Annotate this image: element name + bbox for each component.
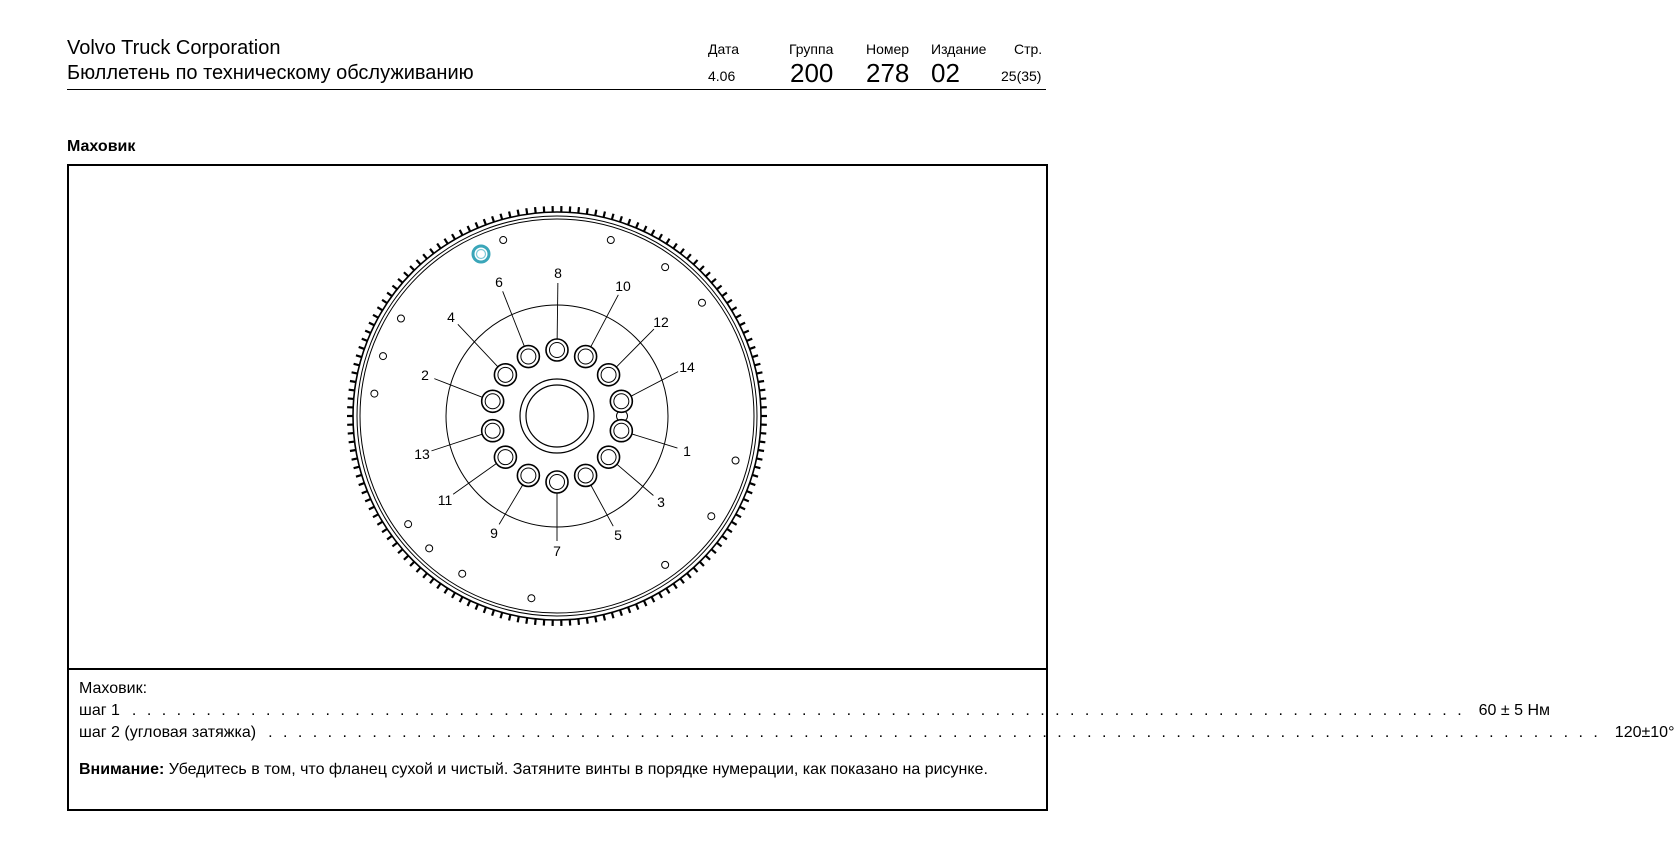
gear-tooth	[694, 568, 698, 572]
gear-tooth	[666, 588, 669, 593]
rim-hole	[528, 595, 535, 602]
gear-tooth	[377, 307, 382, 310]
bolt-leader-line	[631, 372, 678, 397]
gear-tooth	[604, 212, 605, 218]
gear-tooth	[509, 615, 510, 621]
gear-tooth	[711, 279, 716, 283]
gear-tooth	[410, 562, 414, 566]
rim-hole	[380, 353, 387, 360]
gear-tooth	[404, 556, 408, 560]
gear-tooth	[476, 604, 478, 610]
gear-tooth	[410, 266, 414, 270]
bolt-label-10: 10	[615, 278, 631, 294]
company-name: Volvo Truck Corporation	[67, 37, 281, 59]
gear-tooth	[717, 286, 722, 290]
gear-tooth	[659, 234, 662, 239]
gear-tooth	[359, 347, 365, 349]
gear-tooth	[687, 573, 691, 578]
gear-tooth	[636, 604, 638, 610]
gear-tooth	[484, 607, 486, 613]
gear-tooth	[750, 483, 756, 485]
gear-tooth	[349, 390, 355, 391]
gear-tooth	[354, 364, 360, 365]
gear-tooth	[509, 212, 510, 218]
gear-tooth	[757, 372, 763, 373]
gear-tooth	[444, 239, 447, 244]
gear-tooth	[387, 293, 392, 297]
bolt-label-9: 9	[490, 525, 498, 541]
gear-tooth	[612, 214, 614, 220]
step1-value: 60 ± 5 Нм	[1478, 702, 1551, 719]
gear-tooth	[392, 543, 397, 547]
gear-tooth	[484, 219, 486, 225]
gear-tooth	[350, 381, 356, 382]
gear-tooth	[673, 584, 676, 589]
bolt-label-1: 1	[683, 443, 691, 459]
bolt-leader-line	[453, 464, 496, 495]
gear-tooth	[652, 597, 655, 602]
bolt-leader-line	[434, 379, 482, 398]
gear-tooth	[659, 593, 662, 598]
gear-tooth	[694, 260, 698, 264]
notes-heading: Маховик:	[79, 680, 148, 697]
hub-bore-outer	[520, 379, 594, 453]
date-value: 4.06	[708, 68, 736, 84]
gear-tooth	[760, 398, 766, 399]
gear-tooth	[359, 483, 365, 485]
gear-tooth	[452, 234, 455, 239]
gear-tooth	[673, 244, 676, 249]
number-value: 278	[866, 58, 910, 88]
gear-tooth	[736, 514, 741, 517]
rim-hole	[732, 457, 739, 464]
gear-tooth	[362, 339, 368, 341]
gear-tooth	[760, 433, 766, 434]
gear-tooth	[620, 216, 622, 222]
gear-tooth	[468, 226, 471, 231]
gear-tooth	[727, 300, 732, 303]
gear-tooth	[759, 390, 765, 391]
gear-tooth	[430, 578, 434, 583]
step2-label: шаг 2 (угловая затяжка)	[79, 724, 257, 741]
gear-tooth	[752, 355, 758, 357]
rim-hole	[500, 237, 507, 244]
gear-tooth	[736, 315, 741, 318]
bolt-label-12: 12	[653, 314, 669, 330]
gear-tooth	[492, 610, 494, 616]
flywheel-diagram	[69, 166, 1046, 668]
gear-tooth	[758, 381, 764, 382]
gear-tooth	[362, 491, 368, 493]
gear-tooth	[604, 615, 605, 621]
gear-tooth	[727, 529, 732, 532]
gear-tooth	[750, 347, 756, 349]
bolt-label-4: 4	[447, 309, 455, 325]
gear-tooth	[398, 549, 403, 553]
gear-tooth	[398, 279, 403, 283]
step2-leader-dots: . . . . . . . . . . . . . . . . . . . . . . . . . . . . . . . . . . . . . . . . . . . . . . . . . . . . . . . . . . . . . . . . . . . . . . . . . . . . . . . . . . . . . . . . . .	[268, 724, 1601, 741]
gear-tooth	[680, 249, 684, 254]
figure-frame	[67, 164, 1674, 811]
bolt-leader-line	[503, 291, 525, 346]
rim-hole	[405, 521, 412, 528]
gear-tooth	[369, 507, 374, 510]
bolt-leader-line	[499, 485, 523, 525]
bolt-label-14: 14	[679, 359, 695, 375]
gear-tooth	[578, 207, 579, 213]
rim-hole	[607, 237, 614, 244]
group-label: Группа	[789, 41, 834, 57]
gear-tooth	[743, 331, 748, 333]
bolt-pattern	[414, 265, 695, 559]
gear-tooth	[644, 601, 647, 606]
step2-row	[79, 722, 1674, 744]
gear-tooth	[460, 230, 463, 235]
gear-tooth	[743, 499, 748, 501]
gear-tooth	[350, 450, 356, 451]
gear-tooth	[430, 249, 434, 254]
gear-tooth	[612, 612, 614, 618]
gear-tooth	[711, 549, 716, 553]
gear-tooth	[666, 239, 669, 244]
gear-tooth	[706, 556, 710, 560]
step1-row	[79, 700, 1551, 722]
gear-tooth	[348, 398, 354, 399]
rim-hole	[698, 299, 705, 306]
gear-tooth	[356, 355, 362, 357]
gear-tooth	[587, 208, 588, 214]
gear-tooth	[757, 458, 763, 459]
gear-tooth	[492, 216, 494, 222]
bolt-leader-line	[616, 329, 654, 367]
bolt-label-13: 13	[414, 446, 430, 462]
gear-tooth	[518, 616, 519, 622]
gear-tooth	[636, 222, 638, 228]
gear-tooth	[758, 450, 764, 451]
warning-text: Убедитесь в том, что фланец сухой и чистый. Затяните винты в порядке нумерации, как показано на рисунке.	[168, 761, 988, 778]
bolt-leader-line	[431, 434, 482, 451]
gear-tooth	[620, 610, 622, 616]
gear-tooth	[687, 254, 691, 259]
page-value: 25(35)	[1001, 68, 1042, 84]
marker-ring-inner	[477, 250, 486, 259]
flywheel-figure	[69, 166, 1046, 668]
gear-tooth	[352, 458, 358, 459]
gear-tooth	[382, 529, 387, 532]
page-label: Стр.	[1014, 41, 1043, 57]
gear-tooth	[752, 475, 758, 477]
gear-tooth	[437, 584, 440, 589]
gear-tooth	[578, 619, 579, 625]
bolt-label-2: 2	[421, 367, 429, 383]
warning-paragraph	[79, 758, 1037, 781]
bolt-leader-line	[557, 283, 558, 339]
number-label: Номер	[866, 41, 910, 57]
gear-tooth	[377, 522, 382, 525]
gear-tooth	[755, 364, 761, 365]
gear-tooth	[365, 331, 370, 333]
gear-tooth	[595, 616, 596, 622]
gear-tooth	[423, 573, 427, 578]
gear-tooth	[628, 219, 630, 225]
gear-tooth	[476, 222, 478, 228]
gear-tooth	[392, 286, 397, 290]
torque-notes	[79, 678, 1674, 781]
gear-tooth	[535, 207, 536, 213]
gear-tooth	[460, 597, 463, 602]
gear-tooth	[369, 323, 374, 326]
header-rule	[67, 89, 1046, 90]
step1-label: шаг 1	[79, 702, 120, 719]
gear-tooth	[348, 433, 354, 434]
gear-tooth	[628, 607, 630, 613]
rim-hole	[662, 264, 669, 271]
gear-tooth	[680, 578, 684, 583]
gear-tooth	[706, 272, 710, 276]
rim-hole	[662, 561, 669, 568]
gear-tooth	[387, 536, 392, 540]
gear-tooth	[501, 214, 503, 220]
header-title-block	[67, 36, 474, 86]
bolt-label-8: 8	[554, 265, 562, 281]
gear-tooth	[501, 612, 503, 618]
gear-tooth	[437, 244, 440, 249]
group-value: 200	[790, 58, 834, 88]
bolt-label-5: 5	[614, 527, 622, 543]
step1-leader-dots: . . . . . . . . . . . . . . . . . . . . . . . . . . . . . . . . . . . . . . . . . . . . . . . . . . . . . . . . . . . . . . . . . . . . . . . . . . . . . . . . . . . . . . . . . .	[131, 702, 1465, 719]
gear-tooth	[652, 230, 655, 235]
gear-tooth	[731, 522, 736, 525]
gear-tooth	[354, 467, 360, 468]
edition-value: 02	[931, 58, 960, 88]
bolt-leader-line	[632, 434, 678, 448]
figure-divider	[69, 668, 1046, 670]
rim-hole	[459, 570, 466, 577]
rim-hole	[397, 315, 404, 322]
bolt-label-6: 6	[495, 274, 503, 290]
gear-tooth	[352, 372, 358, 373]
gear-tooth	[423, 254, 427, 259]
gear-tooth	[526, 618, 527, 624]
marker-ring	[473, 246, 489, 262]
rim-hole	[426, 545, 433, 552]
gear-tooth	[587, 618, 588, 624]
gear-tooth	[373, 514, 378, 517]
step2-value: 120±10°	[1614, 724, 1674, 741]
gear-tooth	[595, 210, 596, 216]
bolt-label-3: 3	[657, 494, 665, 510]
gear-tooth	[722, 293, 727, 297]
gear-tooth	[416, 260, 420, 264]
gear-tooth	[382, 300, 387, 303]
gear-tooth	[759, 442, 765, 443]
gear-tooth	[700, 562, 704, 566]
section-title: Маховик	[67, 138, 136, 155]
gear-tooth	[740, 507, 745, 510]
gear-tooth	[373, 315, 378, 318]
gear-tooth	[755, 467, 761, 468]
gear-tooth	[349, 442, 355, 443]
gear-tooth	[526, 208, 527, 214]
gear-tooth	[747, 491, 753, 493]
warning-label: Внимание:	[79, 761, 165, 778]
gear-tooth	[444, 588, 447, 593]
gear-tooth	[518, 210, 519, 216]
gear-tooth	[700, 266, 704, 270]
hub-bore-inner	[526, 385, 588, 447]
rim-hole	[371, 390, 378, 397]
bolt-leader-line	[458, 324, 498, 367]
gear-tooth	[416, 568, 420, 572]
date-label: Дата	[708, 41, 740, 57]
gear-tooth	[404, 272, 408, 276]
gear-tooth	[747, 339, 753, 341]
gear-tooth	[644, 226, 647, 231]
gear-tooth	[535, 619, 536, 625]
gear-tooth	[740, 323, 745, 326]
rim-hole	[708, 513, 715, 520]
gear-tooth	[731, 307, 736, 310]
gear-tooth	[452, 593, 455, 598]
gear-tooth	[722, 536, 727, 540]
gear-tooth	[717, 543, 722, 547]
edition-label: Издание	[931, 41, 987, 57]
gear-tooth	[365, 499, 370, 501]
bolt-label-7: 7	[553, 543, 561, 559]
bolt-label-11: 11	[437, 492, 453, 508]
gear-tooth	[356, 475, 362, 477]
bulletin-title: Бюллетень по техническому обслуживанию	[67, 62, 474, 84]
gear-tooth	[468, 601, 471, 606]
